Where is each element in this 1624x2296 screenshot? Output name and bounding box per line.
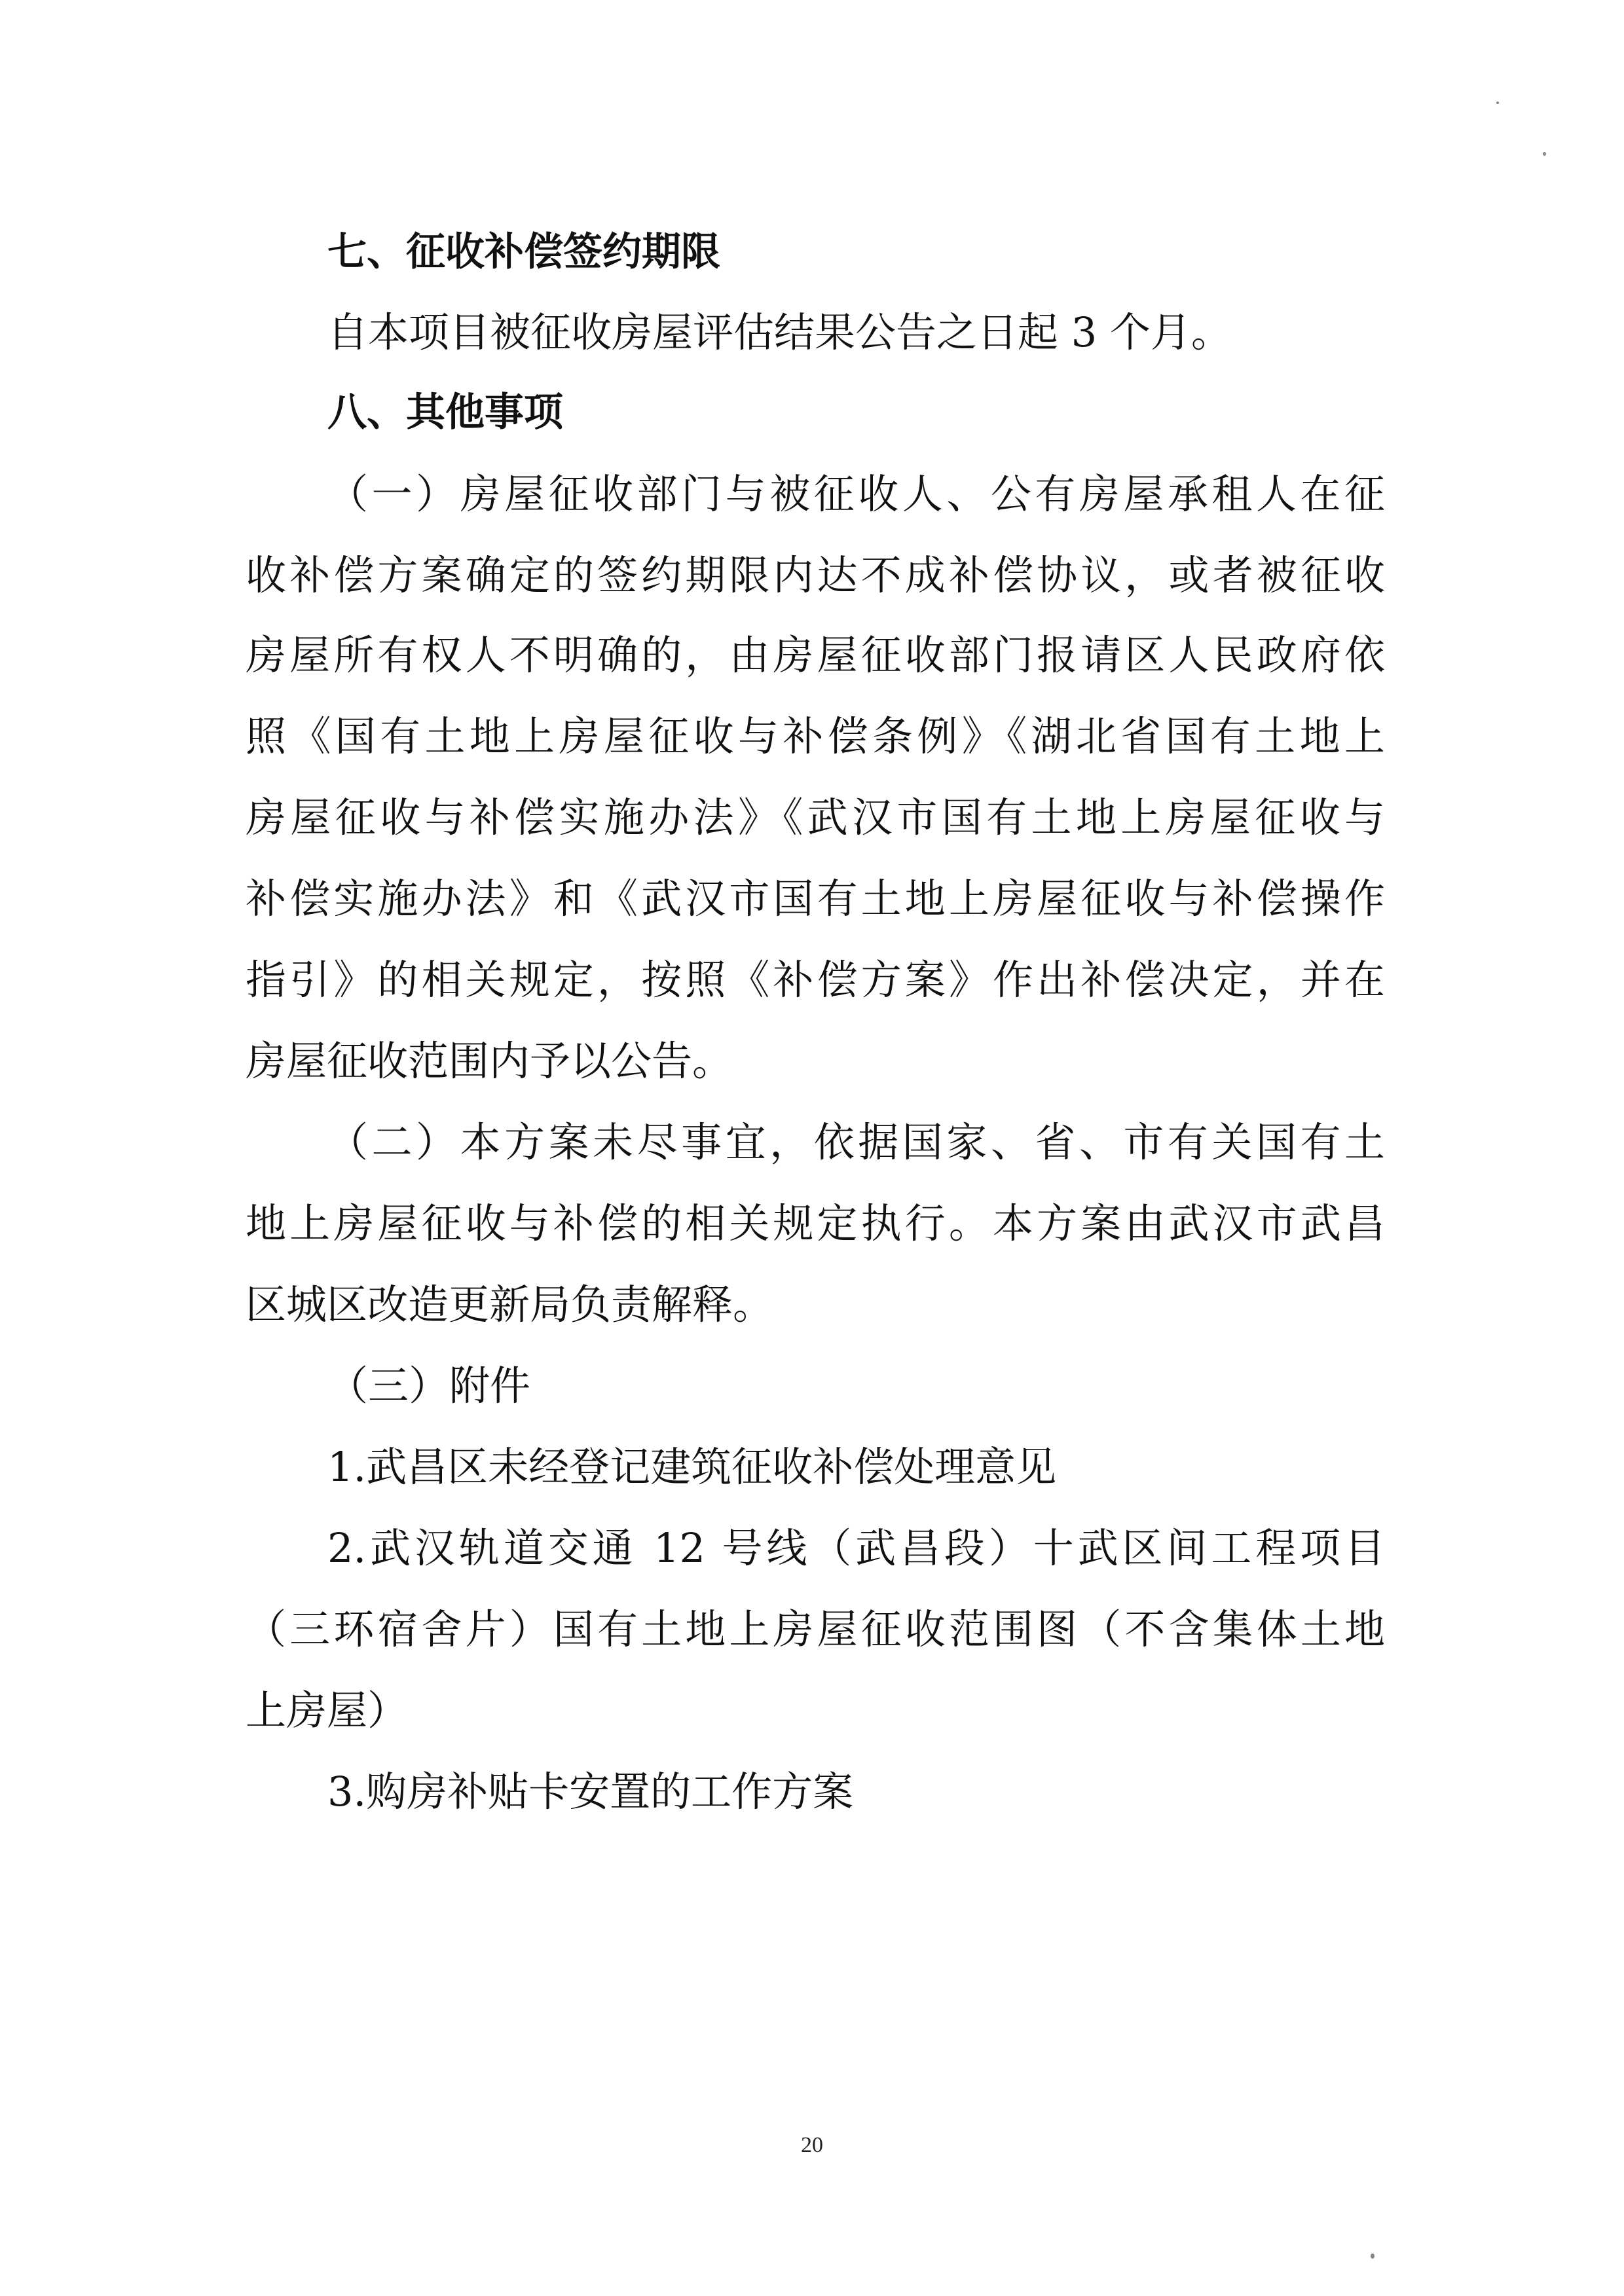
paragraph-line: （二）本方案未尽事宜，依据国家、省、市有关国有土: [327, 1118, 1385, 1166]
section-heading-signing-deadline: 七、征收补偿签约期限: [327, 229, 720, 275]
paragraph-line: 地上房屋征收与补偿的相关规定执行。本方案由武汉市武昌: [246, 1199, 1385, 1247]
section-heading-other-matters: 八、其他事项: [327, 390, 563, 435]
signing-deadline-text: 自本项目被征收房屋评估结果公告之日起 3 个月。: [327, 308, 1232, 356]
paragraph-line: 收补偿方案确定的签约期限内达不成补偿协议，或者被征收: [246, 551, 1385, 599]
attachment-item: 3.购房补贴卡安置的工作方案: [327, 1768, 854, 1815]
paragraph-line: 区城区改造更新局负责解释。: [246, 1281, 774, 1328]
page-number: 20: [801, 2133, 823, 2157]
attachments-heading: （三）附件: [327, 1362, 531, 1410]
attachment-item: 1.武昌区未经登记建筑征收补偿处理意见: [327, 1443, 1057, 1491]
paragraph-line: 房屋所有权人不明确的，由房屋征收部门报请区人民政府依: [246, 631, 1385, 679]
scan-speck: [1543, 152, 1546, 156]
attachment-item-continued: 上房屋）: [246, 1686, 409, 1734]
attachment-item: 2.武汉轨道交通 12 号线（武昌段）十武区间工程项目: [327, 1524, 1385, 1572]
paragraph-line: （一）房屋征收部门与被征收人、公有房屋承租人在征: [327, 470, 1385, 518]
paragraph-line: 照《国有土地上房屋征收与补偿条例》《湖北省国有土地上: [246, 712, 1385, 760]
scan-speck: [1496, 101, 1499, 104]
paragraph-line: 房屋征收范围内予以公告。: [246, 1037, 733, 1085]
paragraph-line: 房屋征收与补偿实施办法》《武汉市国有土地上房屋征收与: [246, 793, 1385, 841]
paragraph-line: 指引》的相关规定，按照《补偿方案》作出补偿决定，并在: [246, 956, 1385, 1004]
attachment-item-continued: （三环宿舍片）国有土地上房屋征收范围图（不含集体土地: [246, 1605, 1385, 1653]
scan-speck: [1371, 2253, 1375, 2259]
paragraph-line: 补偿实施办法》和《武汉市国有土地上房屋征收与补偿操作: [246, 875, 1385, 922]
